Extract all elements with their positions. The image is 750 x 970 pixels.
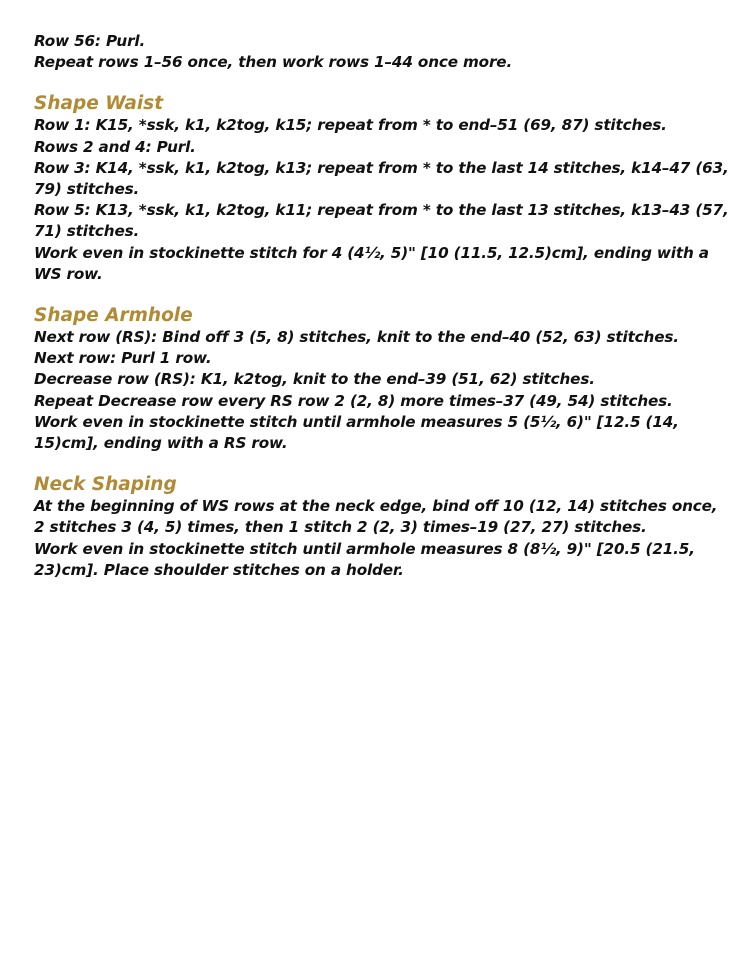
neck-shaping-line-4: 23)cm]. Place shoulder stitches on a holder. <box>34 560 404 579</box>
shape-armhole-section <box>34 305 724 454</box>
pattern-page <box>34 31 729 581</box>
neck-shaping-line-2: 2 stitches 3 (4, 5) times, then 1 stitch 2 (2, 3) times–19 (27, 27) stitches. <box>34 518 647 537</box>
shape-armhole-line-4: Repeat Decrease row every RS row 2 (2, 8) more times–37 (49, 54) stitches. <box>34 391 673 410</box>
section-gap <box>34 285 724 305</box>
shape-armhole-line-1: Next row (RS): Bind off 3 (5, 8) stitches, knit to the end–40 (52, 63) stitches. <box>34 328 679 347</box>
shape-armhole-line-6: 15)cm], ending with a RS row. <box>34 434 288 453</box>
intro-line-2: Repeat rows 1–56 once, then work rows 1–44 once more. <box>34 53 513 72</box>
shape-waist-line-1: Row 1: K15, *ssk, k1, k2tog, k15; repeat from * to end–51 (69, 87) stitches. <box>34 116 667 135</box>
shape-armhole-heading: Shape Armhole <box>34 305 193 327</box>
shape-armhole-line-2: Next row: Purl 1 row. <box>34 349 212 368</box>
neck-shaping-line-1: At the beginning of WS rows at the neck edge, bind off 10 (12, 14) stitches once, <box>34 497 718 516</box>
shape-waist-line-2: Rows 2 and 4: Purl. <box>34 137 196 156</box>
shape-waist-line-5: Row 5: K13, *ssk, k1, k2tog, k11; repeat from * to the last 13 stitches, k13–43 (57, <box>34 201 729 220</box>
section-gap <box>34 73 724 93</box>
section-gap <box>34 454 724 474</box>
intro-line-1: Row 56: Purl. <box>34 32 146 50</box>
neck-shaping-line-3: Work even in stockinette stitch until armhole measures 8 (8½, 9)" [20.5 (21.5, <box>34 539 695 558</box>
shape-waist-line-8: WS row. <box>34 264 103 283</box>
neck-shaping-section <box>34 474 724 581</box>
neck-shaping-heading: Neck Shaping <box>34 474 177 496</box>
shape-armhole-line-3: Decrease row (RS): K1, k2tog, knit to the end–39 (51, 62) stitches. <box>34 370 595 389</box>
shape-waist-section <box>34 93 729 285</box>
shape-waist-heading: Shape Waist <box>34 93 164 115</box>
shape-waist-line-3: Row 3: K14, *ssk, k1, k2tog, k13; repeat from * to the last 14 stitches, k14–47 (63, <box>34 158 729 177</box>
intro-section <box>34 31 724 73</box>
shape-waist-line-7: Work even in stockinette stitch for 4 (4½, 5)" [10 (11.5, 12.5)cm], ending with a <box>34 243 709 262</box>
shape-armhole-line-5: Work even in stockinette stitch until armhole measures 5 (5½, 6)" [12.5 (14, <box>34 412 679 431</box>
shape-waist-line-6: 71) stitches. <box>34 222 140 241</box>
shape-waist-line-4: 79) stitches. <box>34 180 140 199</box>
